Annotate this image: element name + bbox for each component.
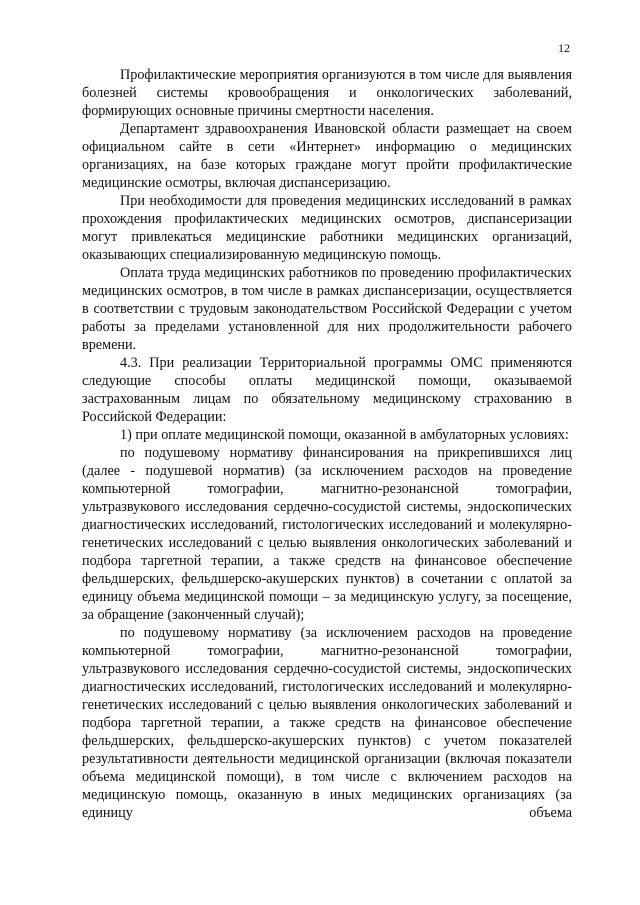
paragraph-preventive-measures: Профилактические мероприятия организуются в том числе для выявления болезней системы кровообращения и онкологических заболеваний, формирующих основные причины смертности населения.	[82, 67, 572, 119]
paragraph-section-4-3: 4.3. При реализации Территориальной программы ОМС применяются следующие способы оплаты медицинской помощи, оказываемой застрахованным лицам по обязательному медицинскому страхованию в Российской Федерации:	[82, 355, 572, 425]
paragraph-per-capita-standard: по подушевому нормативу финансирования на прикрепившихся лиц (далее - подушевой норматив) (за исключением расходов на проведение компьютерной томографии, магнитно-резонансной томографии, ультразвукового исследования сердечно-сосудистой системы, эндоскопических диагностических исследований, гистологических исследований и молекулярно-генетических исследований с целью выявления онкологических заболеваний и подбора таргетной терапии, а также средств на финансовое обеспечение фельдшерских, фельдшерско-акушерских пунктов) в сочетании с оплатой за единицу объема медицинской помощи – за медицинскую услугу, за посещение, за обращение (законченный случай);	[82, 445, 572, 623]
paragraph-labor-payment: Оплата труда медицинских работников по проведению профилактических медицинских осмотров, в том числе в рамках диспансеризации, осуществляется в соответствии с трудовым законодательством Российской Федерации с учетом работы за пределами установленной для них продолжительности рабочего времени.	[82, 265, 572, 353]
paragraph-per-capita-with-indicators: по подушевому нормативу (за исключением расходов на проведение компьютерной томографии, магнитно-резонансной томографии, ультразвукового исследования сердечно-сосудистой системы, эндоскопических диагностических исследований, гистологических исследований и молекулярно-генетических исследований с целью выявления онкологических заболеваний и подбора таргетной терапии, а также средств на финансовое обеспечение фельдшерских, фельдшерско-акушерских пунктов) с учетом показателей результативности деятельности медицинской организации (включая показатели объема медицинской помощи), в том числе с включением расходов на медицинскую помощь, оказанную в иных медицинских организациях (за единицу объема	[82, 625, 572, 821]
paragraph-involving-specialists: При необходимости для проведения медицинских исследований в рамках прохождения профилактических медицинских осмотров, диспансеризации могут привлекаться медицинские работники медицинских организаций, оказывающих специализированную медицинскую помощь.	[82, 193, 572, 263]
page-number: 12	[558, 41, 570, 55]
paragraph-outpatient-payment: 1) при оплате медицинской помощи, оказанной в амбулаторных условиях:	[120, 427, 569, 443]
document-body	[82, 66, 572, 822]
paragraph-health-department-website: Департамент здравоохранения Ивановской области размещает на своем официальном сайте в сети «Интернет» информацию о медицинских организациях, на базе которых граждане могут пройти профилактические медицинские осмотры, включая диспансеризацию.	[82, 121, 572, 191]
